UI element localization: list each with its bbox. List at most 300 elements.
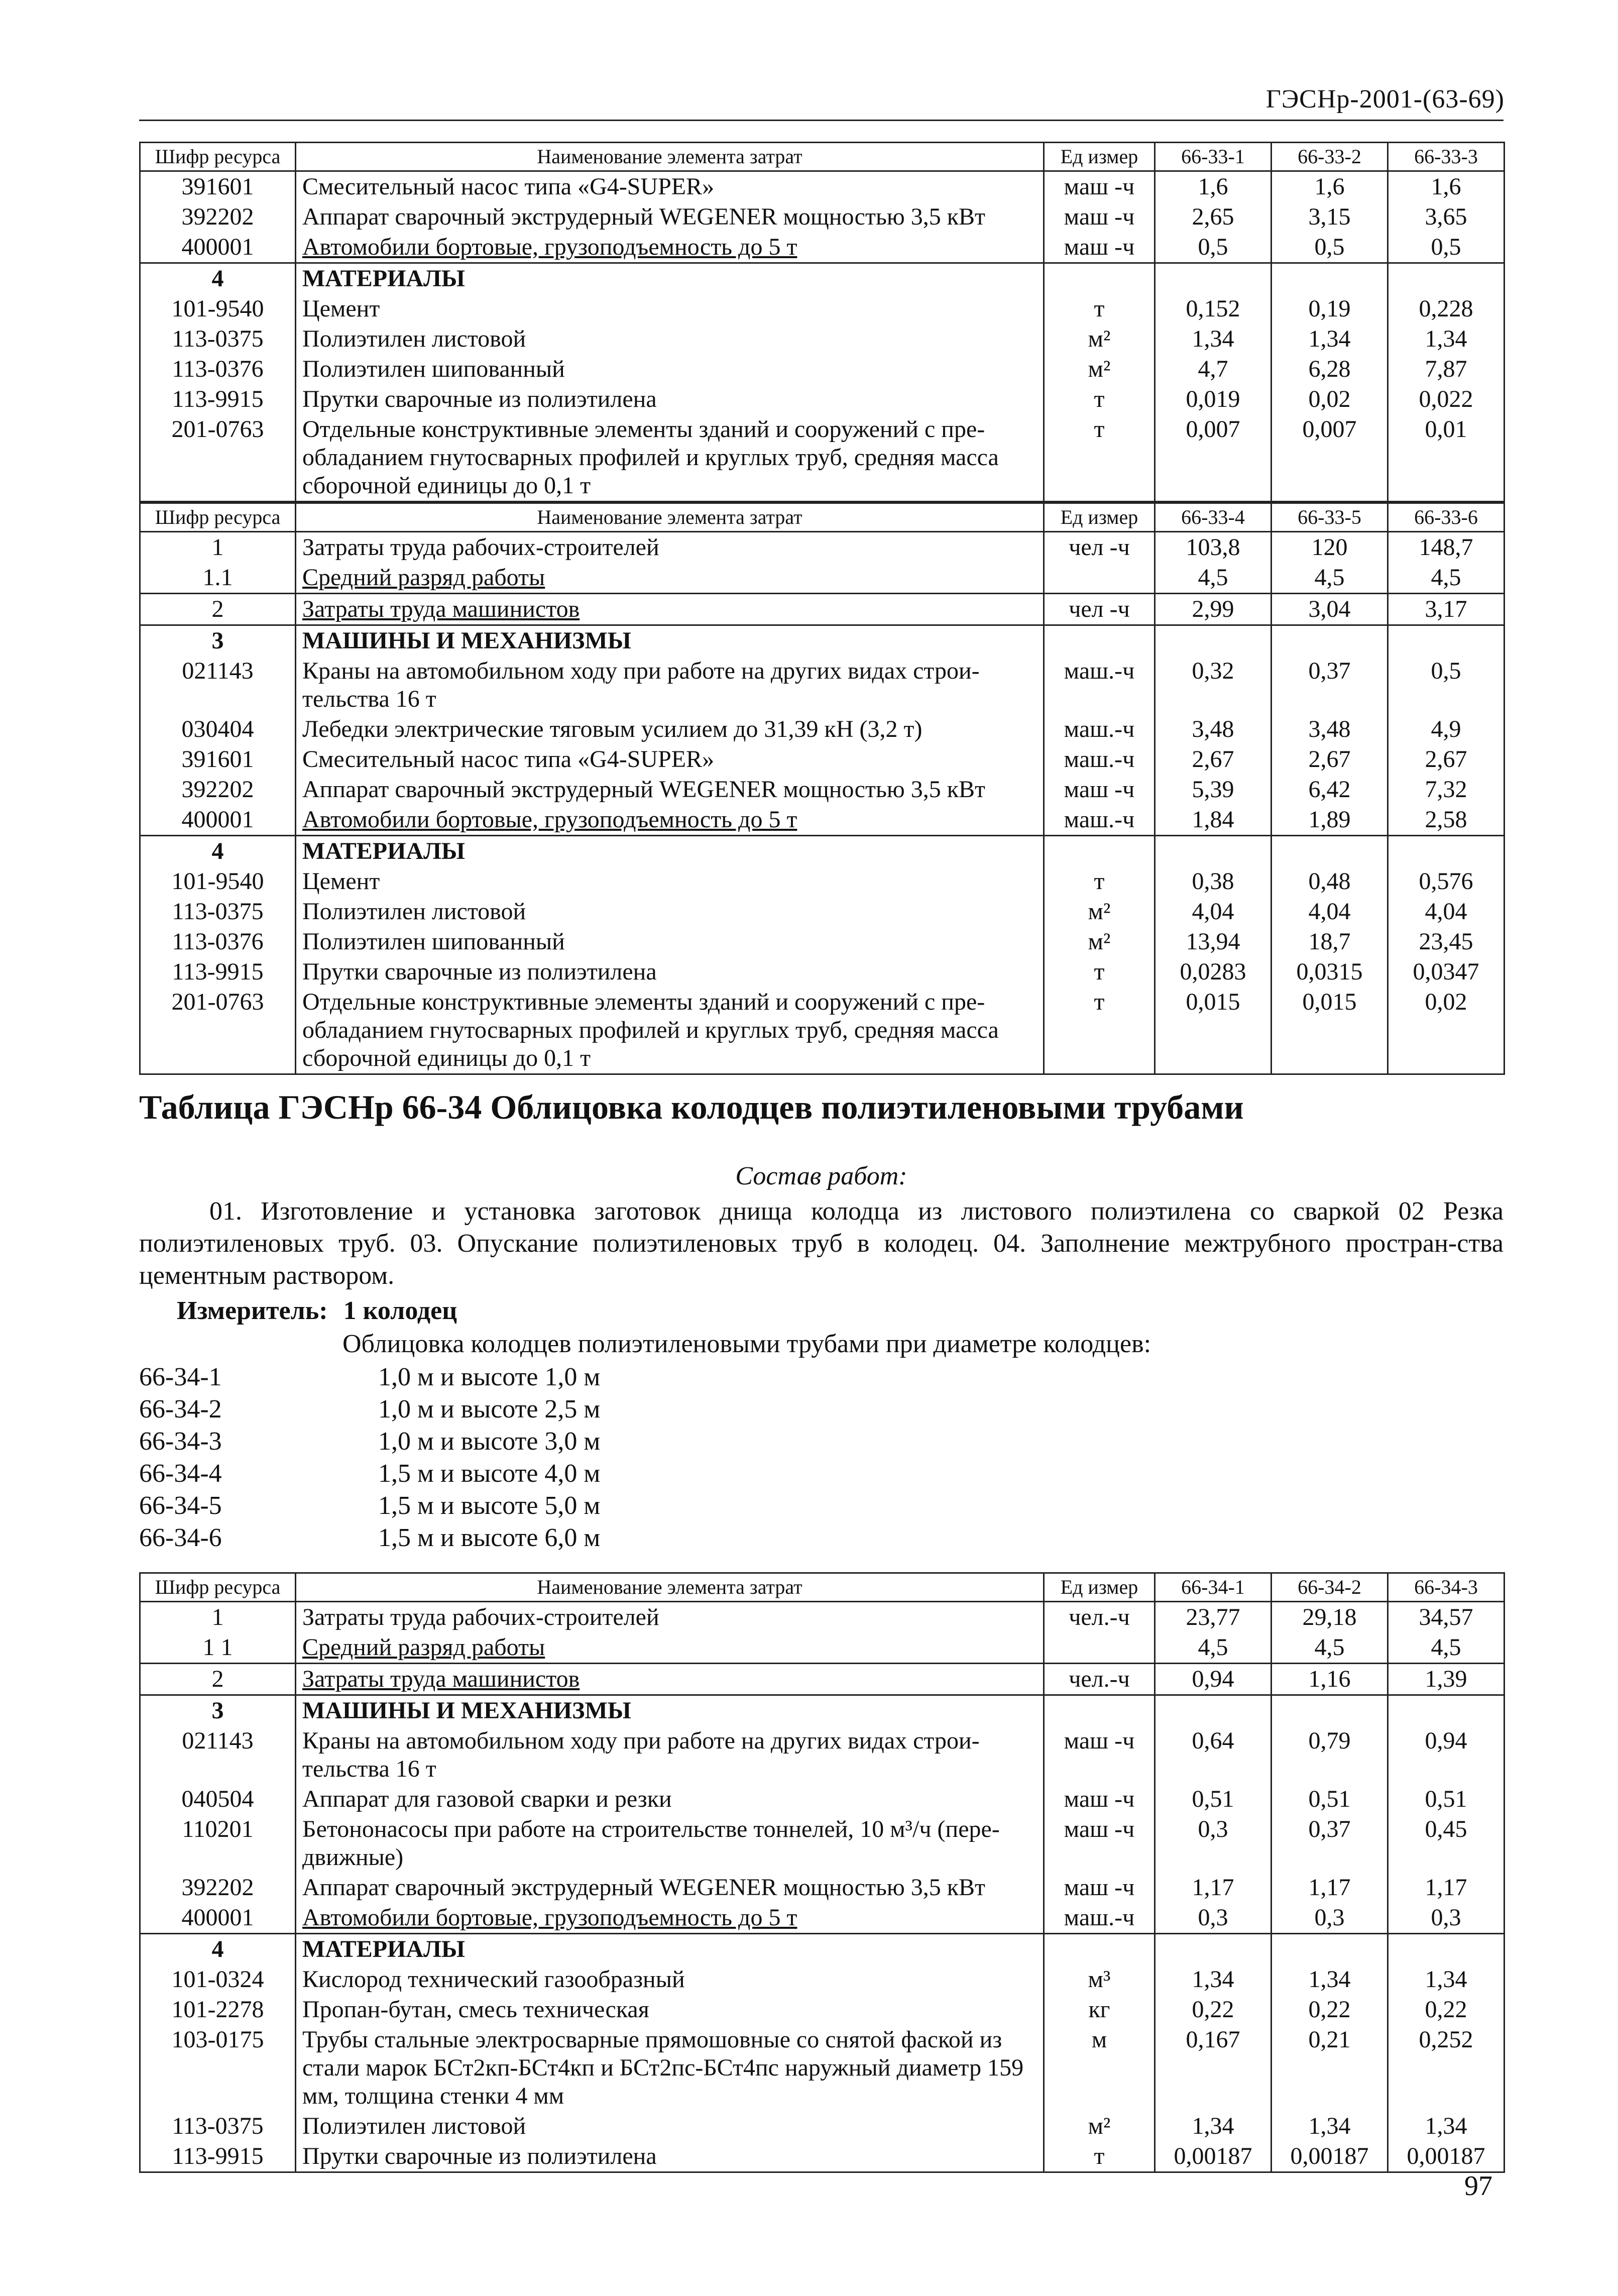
norm-value: 0,51 [1272, 1784, 1388, 1814]
norm-value: 0,5 [1388, 656, 1505, 714]
header-code: Шифр ресурса [140, 503, 296, 532]
norm-value [1155, 1934, 1272, 1965]
resource-code: 021143 [140, 1726, 296, 1784]
variant-code: 66-34-1 [139, 1363, 222, 1391]
header-norm-code: 66-33-6 [1388, 503, 1505, 532]
norm-value: 1,34 [1388, 324, 1505, 354]
norm-value: 0,37 [1272, 656, 1388, 714]
table-row [140, 714, 1505, 744]
cost-element-name: Краны на автомобильном ходу при работе на других видах строи-тельства 16 т [296, 656, 1044, 714]
norm-value: 0,152 [1155, 294, 1272, 324]
norm-value: 4,04 [1155, 897, 1272, 927]
table-row [140, 354, 1505, 384]
table-row [140, 1602, 1505, 1633]
norm-value: 0,51 [1388, 1784, 1505, 1814]
section-row [140, 1934, 1505, 1965]
table-row [140, 594, 1505, 625]
norm-value: 0,5 [1388, 232, 1505, 263]
resource-code: 113-9915 [140, 2141, 296, 2172]
norm-value [1155, 263, 1272, 294]
norm-value: 0,0283 [1155, 957, 1272, 987]
header-norm-code: 66-33-3 [1388, 143, 1505, 171]
resource-code: 1 [140, 1602, 296, 1633]
norm-value: 3,04 [1272, 594, 1388, 625]
norm-value: 0,5 [1272, 232, 1388, 263]
cost-element-name: Затраты труда машинистов [296, 594, 1044, 625]
cost-element-name: Прутки сварочные из полиэтилена [296, 384, 1044, 414]
unit-of-measure: м³ [1044, 1964, 1155, 1995]
norm-value: 0,21 [1272, 2025, 1388, 2111]
resource-table-66-33-1-3 [139, 142, 1505, 502]
table-row [140, 1873, 1505, 1903]
cost-element-name: Полиэтилен шипованный [296, 354, 1044, 384]
meter-value: 1 колодец [343, 1296, 457, 1325]
norm-value: 2,99 [1155, 594, 1272, 625]
table-row [140, 775, 1505, 805]
unit-of-measure: чел.-ч [1044, 1664, 1155, 1695]
cost-element-name: Отдельные конструктивные элементы зданий и сооружений с пре-обладанием гнутосварных профилей и круглых труб, средняя масса сборочной единицы до 0,1 т [296, 987, 1044, 1074]
unit-of-measure: м² [1044, 897, 1155, 927]
unit-of-measure [1044, 563, 1155, 594]
unit-of-measure: т [1044, 957, 1155, 987]
variant-item [139, 1426, 600, 1458]
cost-element-name: Отдельные конструктивные элементы зданий и сооружений с пре-обладанием гнутосварных профилей и круглых труб, средняя масса сборочной единицы до 0,1 т [296, 414, 1044, 502]
header-norm-code: 66-34-1 [1155, 1573, 1272, 1602]
unit-of-measure [1044, 625, 1155, 657]
unit-of-measure [1044, 263, 1155, 294]
variants-intro: Облицовка колодцев полиэтиленовыми трубами при диаметре колодцев: [342, 1330, 1151, 1358]
unit-of-measure: маш -ч [1044, 171, 1155, 202]
table-row [140, 1903, 1505, 1934]
table-row [140, 532, 1505, 563]
header-norm-code: 66-34-2 [1272, 1573, 1388, 1602]
table-row [140, 294, 1505, 324]
table-header-row [140, 143, 1505, 171]
unit-of-measure: маш.-ч [1044, 656, 1155, 714]
norm-value: 1,89 [1272, 805, 1388, 836]
unit-of-measure: маш -ч [1044, 1814, 1155, 1873]
table-row [140, 805, 1505, 836]
cost-element-name: Полиэтилен листовой [296, 897, 1044, 927]
norm-value [1272, 1934, 1388, 1965]
norm-value: 6,28 [1272, 354, 1388, 384]
resource-code: 101-2278 [140, 1995, 296, 2025]
table-row [140, 2111, 1505, 2141]
norm-value: 0,51 [1155, 1784, 1272, 1814]
norm-value: 0,019 [1155, 384, 1272, 414]
resource-code: 392202 [140, 202, 296, 232]
resource-code: 201-0763 [140, 987, 296, 1074]
norm-value: 1,34 [1272, 2111, 1388, 2141]
cost-element-name: МАТЕРИАЛЫ [296, 263, 1044, 294]
norm-value: 3,15 [1272, 202, 1388, 232]
norm-value: 2,67 [1388, 744, 1505, 775]
section-title: Таблица ГЭСНр 66-34 Облицовка колодцев полиэтиленовыми трубами [139, 1088, 1244, 1126]
norm-value: 2,67 [1155, 744, 1272, 775]
norm-value: 4,9 [1388, 714, 1505, 744]
norm-value: 1,34 [1272, 1964, 1388, 1995]
unit-of-measure: кг [1044, 1995, 1155, 2025]
resource-code: 392202 [140, 775, 296, 805]
cost-element-name: Полиэтилен шипованный [296, 927, 1044, 957]
meter-label: Измеритель: [177, 1296, 328, 1325]
cost-element-name: Автомобили бортовые, грузоподъемность до 5 т [296, 805, 1044, 836]
resource-code: 4 [140, 263, 296, 294]
norm-value: 1,39 [1388, 1664, 1505, 1695]
norm-value: 0,38 [1155, 866, 1272, 897]
header-rule [139, 120, 1504, 121]
table-header-row [140, 1573, 1505, 1602]
table-row [140, 171, 1505, 202]
unit-of-measure: т [1044, 987, 1155, 1074]
norm-value: 0,3 [1272, 1903, 1388, 1934]
measurement-unit [177, 1296, 457, 1326]
norm-value: 148,7 [1388, 532, 1505, 563]
cost-element-name: Лебедки электрические тяговым усилием до 31,39 кН (3,2 т) [296, 714, 1044, 744]
cost-element-name: Бетононасосы при работе на строительстве тоннелей, 10 м³/ч (пере-движные) [296, 1814, 1044, 1873]
norm-value: 2,65 [1155, 202, 1272, 232]
variant-item [139, 1490, 600, 1522]
variant-text: 1,5 м и высоте 4,0 м [378, 1459, 601, 1488]
norm-value [1155, 625, 1272, 657]
page-number: 97 [1464, 2170, 1492, 2202]
variant-item [139, 1361, 600, 1393]
table-row [140, 1964, 1505, 1995]
header-code: Шифр ресурса [140, 1573, 296, 1602]
norm-value: 4,04 [1388, 897, 1505, 927]
section-row [140, 836, 1505, 867]
norm-value: 0,0315 [1272, 957, 1388, 987]
resource-code: 113-0375 [140, 324, 296, 354]
norm-value: 3,65 [1388, 202, 1505, 232]
unit-of-measure: т [1044, 294, 1155, 324]
unit-of-measure [1044, 1934, 1155, 1965]
cost-element-name: Затраты труда машинистов [296, 1664, 1044, 1695]
norm-value: 1,34 [1272, 324, 1388, 354]
norm-value: 0,02 [1272, 384, 1388, 414]
resource-code: 101-9540 [140, 866, 296, 897]
header-norm-code: 66-33-2 [1272, 143, 1388, 171]
table-row [140, 232, 1505, 263]
norm-value: 0,228 [1388, 294, 1505, 324]
cost-element-name: Затраты труда рабочих-строителей [296, 532, 1044, 563]
resource-code: 113-0376 [140, 354, 296, 384]
norm-value: 4,5 [1388, 1632, 1505, 1664]
cost-element-name: МАТЕРИАЛЫ [296, 836, 1044, 867]
section-row [140, 263, 1505, 294]
norm-value: 0,45 [1388, 1814, 1505, 1873]
norm-value: 6,42 [1272, 775, 1388, 805]
resource-code: 1 [140, 532, 296, 563]
resource-code: 113-0375 [140, 2111, 296, 2141]
norm-value: 0,3 [1388, 1903, 1505, 1934]
resource-code: 021143 [140, 656, 296, 714]
unit-of-measure: маш -ч [1044, 1726, 1155, 1784]
cost-element-name: Смесительный насос типа «G4-SUPER» [296, 744, 1044, 775]
variant-item [139, 1393, 600, 1426]
unit-of-measure: маш -ч [1044, 1873, 1155, 1903]
cost-element-name: Прутки сварочные из полиэтилена [296, 957, 1044, 987]
resource-code: 113-9915 [140, 957, 296, 987]
resource-code: 400001 [140, 1903, 296, 1934]
norm-value: 4,04 [1272, 897, 1388, 927]
cost-element-name: Автомобили бортовые, грузоподъемность до 5 т [296, 232, 1044, 263]
norm-value [1272, 625, 1388, 657]
header-norm-code: 66-34-3 [1388, 1573, 1505, 1602]
unit-of-measure: т [1044, 866, 1155, 897]
table-row [140, 987, 1505, 1074]
cost-element-name: Кислород технический газообразный [296, 1964, 1044, 1995]
norm-value: 0,94 [1155, 1664, 1272, 1695]
resource-code: 392202 [140, 1873, 296, 1903]
norm-value: 0,19 [1272, 294, 1388, 324]
variant-code: 66-34-5 [139, 1491, 222, 1520]
norm-value: 0,3 [1155, 1903, 1272, 1934]
norm-value: 0,007 [1272, 414, 1388, 502]
variants-list [139, 1361, 600, 1554]
norm-value: 0,3 [1155, 1814, 1272, 1873]
cost-element-name: Пропан-бутан, смесь техническая [296, 1995, 1044, 2025]
resource-code: 4 [140, 836, 296, 867]
norm-value: 5,39 [1155, 775, 1272, 805]
norm-value: 1,17 [1388, 1873, 1505, 1903]
table-row [140, 866, 1505, 897]
resource-code: 201-0763 [140, 414, 296, 502]
header-name: Наименование элемента затрат [296, 143, 1044, 171]
variant-text: 1,5 м и высоте 5,0 м [378, 1491, 601, 1520]
resource-code: 3 [140, 1695, 296, 1726]
table-row [140, 1632, 1505, 1664]
norm-value: 0,5 [1155, 232, 1272, 263]
norm-value: 0,22 [1388, 1995, 1505, 2025]
norm-value: 0,00187 [1272, 2141, 1388, 2172]
norm-value: 0,576 [1388, 866, 1505, 897]
variant-text: 1,5 м и высоте 6,0 м [378, 1523, 601, 1552]
cost-element-name: Краны на автомобильном ходу при работе на других видах строи-тельства 16 т [296, 1726, 1044, 1784]
unit-of-measure: чел.-ч [1044, 1602, 1155, 1633]
unit-of-measure: м [1044, 2025, 1155, 2111]
norm-value: 0,022 [1388, 384, 1505, 414]
unit-of-measure: маш.-ч [1044, 714, 1155, 744]
norm-value [1155, 836, 1272, 867]
cost-element-name: Аппарат для газовой сварки и резки [296, 1784, 1044, 1814]
cost-element-name: Автомобили бортовые, грузоподъемность до 5 т [296, 1903, 1044, 1934]
unit-of-measure: чел -ч [1044, 532, 1155, 563]
unit-of-measure: маш.-ч [1044, 1903, 1155, 1934]
norm-value [1272, 263, 1388, 294]
resource-code: 3 [140, 625, 296, 657]
cost-element-name: Аппарат сварочный экструдерный WEGENER мощностью 3,5 кВт [296, 775, 1044, 805]
table-row [140, 2141, 1505, 2172]
cost-element-name: Прутки сварочные из полиэтилена [296, 2141, 1044, 2172]
norm-value [1388, 263, 1505, 294]
unit-of-measure: маш -ч [1044, 202, 1155, 232]
resource-code: 4 [140, 1934, 296, 1965]
norm-value: 0,007 [1155, 414, 1272, 502]
header-norm-code: 66-33-1 [1155, 143, 1272, 171]
resource-code: 113-0375 [140, 897, 296, 927]
table-row [140, 656, 1505, 714]
norm-value: 0,02 [1388, 987, 1505, 1074]
table-row [140, 1664, 1505, 1695]
resource-code: 400001 [140, 232, 296, 263]
norm-value: 4,5 [1388, 563, 1505, 594]
norm-value: 1,34 [1155, 1964, 1272, 1995]
norm-value: 0,22 [1155, 1995, 1272, 2025]
cost-element-name: Смесительный насос типа «G4-SUPER» [296, 171, 1044, 202]
resource-table-66-34-1-3 [139, 1572, 1505, 2173]
resource-code: 040504 [140, 1784, 296, 1814]
header-name: Наименование элемента затрат [296, 503, 1044, 532]
cost-element-name: МАШИНЫ И МЕХАНИЗМЫ [296, 625, 1044, 657]
cost-element-name: Средний разряд работы [296, 1632, 1044, 1664]
variant-text: 1,0 м и высоте 1,0 м [378, 1363, 601, 1391]
norm-value: 1,17 [1272, 1873, 1388, 1903]
table-row [140, 2025, 1505, 2111]
norm-value: 0,48 [1272, 866, 1388, 897]
resource-code: 101-0324 [140, 1964, 296, 1995]
header-norm-code: 66-33-4 [1155, 503, 1272, 532]
variant-code: 66-34-4 [139, 1459, 222, 1488]
norm-value: 0,00187 [1155, 2141, 1272, 2172]
cost-element-name: Цемент [296, 866, 1044, 897]
norm-value: 0,22 [1272, 1995, 1388, 2025]
norm-value: 0,64 [1155, 1726, 1272, 1784]
cost-element-name: Аппарат сварочный экструдерный WEGENER мощностью 3,5 кВт [296, 1873, 1044, 1903]
norm-value: 29,18 [1272, 1602, 1388, 1633]
norm-value: 4,5 [1155, 1632, 1272, 1664]
variant-text: 1,0 м и высоте 2,5 м [378, 1395, 601, 1424]
variant-code: 66-34-3 [139, 1427, 222, 1456]
norm-value: 0,94 [1388, 1726, 1505, 1784]
resource-code: 391601 [140, 744, 296, 775]
norm-value [1388, 836, 1505, 867]
work-composition-text: 01. Изготовление и установка заготовок днища колодца из листового полиэтилена со сваркой 02 Резка полиэтиленовых труб. 03. Опускание полиэтиленовых труб в колодец. 04. Заполнение межтрубного простран-ства цементным раствором. [139, 1197, 1504, 1290]
resource-code: 2 [140, 594, 296, 625]
unit-of-measure: м² [1044, 354, 1155, 384]
norm-value: 3,17 [1388, 594, 1505, 625]
unit-of-measure: маш -ч [1044, 775, 1155, 805]
norm-value: 4,7 [1155, 354, 1272, 384]
table-row [140, 1726, 1505, 1784]
table-row [140, 414, 1505, 502]
resource-table-66-33-4-6 [139, 502, 1505, 1075]
unit-of-measure: чел -ч [1044, 594, 1155, 625]
work-composition-heading: Состав работ: [735, 1162, 907, 1190]
unit-of-measure [1044, 1632, 1155, 1664]
norm-value: 1,6 [1388, 171, 1505, 202]
table-row [140, 324, 1505, 354]
norm-value: 4,5 [1272, 1632, 1388, 1664]
norm-value [1272, 1695, 1388, 1726]
cost-element-name: Полиэтилен листовой [296, 324, 1044, 354]
norm-value: 1,6 [1155, 171, 1272, 202]
cost-element-name: Трубы стальные электросварные прямошовные со снятой фаской из стали марок БСт2кп-БСт4кп и БСт2пс-БСт4пс наружный диаметр 159 мм, толщина стенки 4 мм [296, 2025, 1044, 2111]
unit-of-measure [1044, 1695, 1155, 1726]
section-row [140, 1695, 1505, 1726]
norm-value: 1,17 [1155, 1873, 1272, 1903]
variant-text: 1,0 м и высоте 3,0 м [378, 1427, 601, 1456]
norm-value: 3,48 [1272, 714, 1388, 744]
table-row [140, 384, 1505, 414]
resource-code: 2 [140, 1664, 296, 1695]
norm-value: 0,32 [1155, 656, 1272, 714]
resource-code: 101-9540 [140, 294, 296, 324]
variant-item [139, 1522, 600, 1554]
unit-of-measure: м² [1044, 324, 1155, 354]
header-unit: Ед измер [1044, 1573, 1155, 1602]
header-unit: Ед измер [1044, 143, 1155, 171]
header-name: Наименование элемента затрат [296, 1573, 1044, 1602]
unit-of-measure: т [1044, 414, 1155, 502]
variant-item [139, 1458, 600, 1490]
norm-value: 2,58 [1388, 805, 1505, 836]
norm-value [1388, 625, 1505, 657]
header-unit: Ед измер [1044, 503, 1155, 532]
cost-element-name: МАТЕРИАЛЫ [296, 1934, 1044, 1965]
unit-of-measure: маш.-ч [1044, 805, 1155, 836]
norm-value: 23,77 [1155, 1602, 1272, 1633]
variant-code: 66-34-6 [139, 1523, 222, 1552]
norm-value: 103,8 [1155, 532, 1272, 563]
cost-element-name: Полиэтилен листовой [296, 2111, 1044, 2141]
table-row [140, 744, 1505, 775]
table-row [140, 927, 1505, 957]
norm-value: 1,34 [1155, 324, 1272, 354]
unit-of-measure: маш -ч [1044, 1784, 1155, 1814]
norm-value: 13,94 [1155, 927, 1272, 957]
norm-value: 1,84 [1155, 805, 1272, 836]
norm-value [1155, 1695, 1272, 1726]
resource-code: 1.1 [140, 563, 296, 594]
unit-of-measure: т [1044, 2141, 1155, 2172]
norm-value: 0,015 [1155, 987, 1272, 1074]
norm-value: 1,6 [1272, 171, 1388, 202]
header-norm-code: 66-33-5 [1272, 503, 1388, 532]
norm-value: 23,45 [1388, 927, 1505, 957]
resource-code: 113-0376 [140, 927, 296, 957]
unit-of-measure: м² [1044, 927, 1155, 957]
unit-of-measure: маш.-ч [1044, 744, 1155, 775]
norm-value: 1,34 [1388, 1964, 1505, 1995]
table-header-row [140, 503, 1505, 532]
resource-code: 110201 [140, 1814, 296, 1873]
norm-value: 1,34 [1388, 2111, 1505, 2141]
header-code: Шифр ресурса [140, 143, 296, 171]
norm-value: 1,34 [1155, 2111, 1272, 2141]
norm-value: 18,7 [1272, 927, 1388, 957]
document-code: ГЭСНр-2001-(63-69) [1265, 85, 1505, 114]
norm-value: 0,79 [1272, 1726, 1388, 1784]
unit-of-measure: м² [1044, 2111, 1155, 2141]
resource-code: 103-0175 [140, 2025, 296, 2111]
resource-code: 400001 [140, 805, 296, 836]
table-row [140, 957, 1505, 987]
table-row [140, 1784, 1505, 1814]
norm-value: 0,252 [1388, 2025, 1505, 2111]
resource-code: 391601 [140, 171, 296, 202]
table-row [140, 202, 1505, 232]
norm-value: 7,87 [1388, 354, 1505, 384]
unit-of-measure: маш -ч [1044, 232, 1155, 263]
cost-element-name: Цемент [296, 294, 1044, 324]
norm-value [1388, 1934, 1505, 1965]
norm-value: 120 [1272, 532, 1388, 563]
norm-value: 0,015 [1272, 987, 1388, 1074]
table-row [140, 1814, 1505, 1873]
norm-value: 4,5 [1155, 563, 1272, 594]
unit-of-measure [1044, 836, 1155, 867]
